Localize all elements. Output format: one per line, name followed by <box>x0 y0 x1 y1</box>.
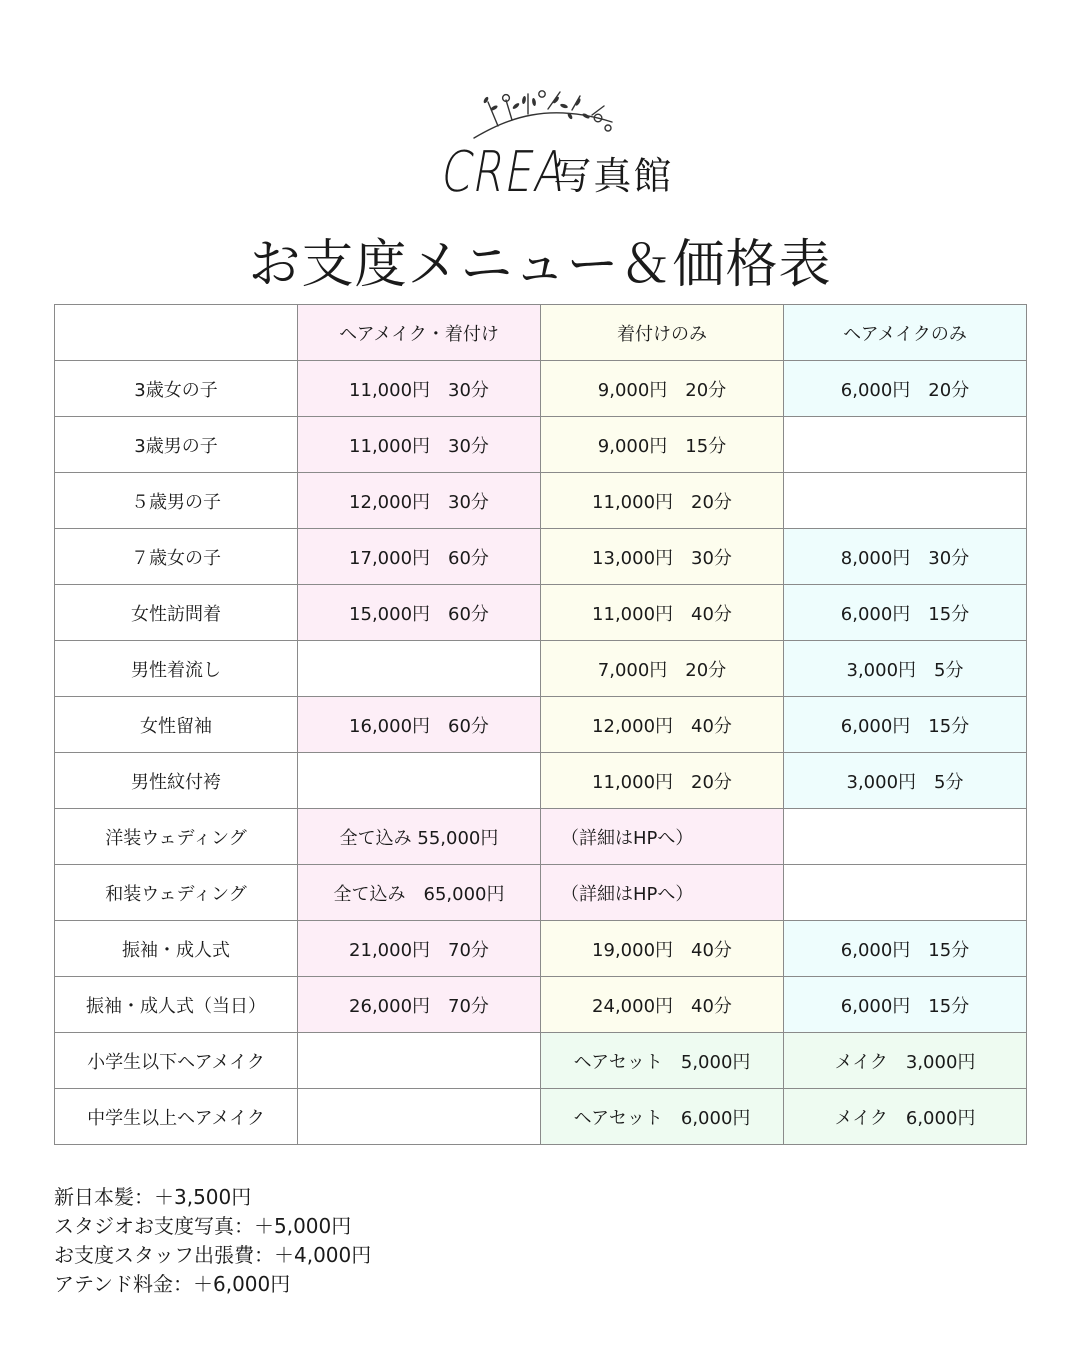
price-cell: 8,000円 30分 <box>784 529 1027 585</box>
price-cell: 12,000円 30分 <box>298 473 541 529</box>
price-cell: 3,000円 5分 <box>784 753 1027 809</box>
price-cell: 13,000円 30分 <box>541 529 784 585</box>
note-attend-fee: アテンド料金：＋6,000円 <box>54 1272 291 1296</box>
price-cell <box>784 865 1027 921</box>
price-cell: 全て込み 55,000円 <box>298 809 541 865</box>
price-cell <box>298 641 541 697</box>
price-cell: 6,000円 15分 <box>784 921 1027 977</box>
row-label: 男性着流し <box>55 641 298 697</box>
table-header-row <box>55 305 1027 361</box>
price-cell: メイク 3,000円 <box>784 1033 1027 1089</box>
row-label: 男性紋付袴 <box>55 753 298 809</box>
price-cell: 11,000円 40分 <box>541 585 784 641</box>
table-row <box>55 809 1027 865</box>
table-row <box>55 641 1027 697</box>
price-cell: 11,000円 30分 <box>298 361 541 417</box>
table-row <box>55 529 1027 585</box>
price-cell: 16,000円 60分 <box>298 697 541 753</box>
note-staff-travel-fee: お支度スタッフ出張費：＋4,000円 <box>54 1243 372 1267</box>
price-cell: メイク 6,000円 <box>784 1089 1027 1145</box>
price-cell <box>784 417 1027 473</box>
note-studio-photo: スタジオお支度写真：＋5,000円 <box>54 1214 352 1238</box>
price-cell: 全て込み 65,000円 <box>298 865 541 921</box>
table-row <box>55 977 1027 1033</box>
price-cell: 6,000円 20分 <box>784 361 1027 417</box>
row-label: 中学生以上ヘアメイク <box>55 1089 298 1145</box>
price-cell <box>298 1033 541 1089</box>
price-cell: 15,000円 60分 <box>298 585 541 641</box>
header-kitsuke-only: 着付けのみ <box>541 305 784 361</box>
row-label: ７歳女の子 <box>55 529 298 585</box>
page-title: お支度メニュー＆価格表 <box>248 235 832 295</box>
row-label: ５歳男の子 <box>55 473 298 529</box>
table-row <box>55 1033 1027 1089</box>
price-cell: 12,000円 40分 <box>541 697 784 753</box>
price-table <box>54 304 1027 1145</box>
price-cell: 7,000円 20分 <box>541 641 784 697</box>
header-hair-makeup-kitsuke: ヘアメイク・着付け <box>298 305 541 361</box>
table-row <box>55 417 1027 473</box>
price-cell: 17,000円 60分 <box>298 529 541 585</box>
table-row <box>55 585 1027 641</box>
row-label: 振袖・成人式 <box>55 921 298 977</box>
table-row <box>55 361 1027 417</box>
table-row <box>55 753 1027 809</box>
logo-japanese-text: 写真館 <box>553 154 674 198</box>
header-blank <box>55 305 298 361</box>
price-cell <box>298 753 541 809</box>
price-cell: 21,000円 70分 <box>298 921 541 977</box>
row-label: 3歳女の子 <box>55 361 298 417</box>
row-label: 小学生以下ヘアメイク <box>55 1033 298 1089</box>
price-cell: 11,000円 20分 <box>541 473 784 529</box>
price-cell: ヘアセット 6,000円 <box>541 1089 784 1145</box>
logo <box>0 88 1080 208</box>
price-cell: 9,000円 20分 <box>541 361 784 417</box>
notes <box>54 1183 371 1299</box>
header-hair-makeup-only: ヘアメイクのみ <box>784 305 1027 361</box>
price-cell: （詳細はHPへ） <box>541 865 784 921</box>
price-cell: 24,000円 40分 <box>541 977 784 1033</box>
note-shin-nihongami: 新日本髪：＋3,500円 <box>54 1185 252 1209</box>
price-cell: 9,000円 15分 <box>541 417 784 473</box>
row-label: 振袖・成人式（当日） <box>55 977 298 1033</box>
row-label: 女性留袖 <box>55 697 298 753</box>
row-label: 和装ウェディング <box>55 865 298 921</box>
row-label: 洋装ウェディング <box>55 809 298 865</box>
price-cell: 11,000円 20分 <box>541 753 784 809</box>
row-label: 女性訪問着 <box>55 585 298 641</box>
price-cell <box>298 1089 541 1145</box>
table-row <box>55 697 1027 753</box>
price-cell: 11,000円 30分 <box>298 417 541 473</box>
logo-latin-text: CREA <box>435 140 573 205</box>
leaf-branch-icon <box>468 88 618 140</box>
price-cell: 6,000円 15分 <box>784 977 1027 1033</box>
price-cell <box>784 809 1027 865</box>
table-row <box>55 921 1027 977</box>
price-cell: ヘアセット 5,000円 <box>541 1033 784 1089</box>
price-cell <box>784 473 1027 529</box>
table-row <box>55 473 1027 529</box>
price-cell: 6,000円 15分 <box>784 585 1027 641</box>
row-label: 3歳男の子 <box>55 417 298 473</box>
table-row <box>55 1089 1027 1145</box>
price-cell: （詳細はHPへ） <box>541 809 784 865</box>
table-row <box>55 865 1027 921</box>
price-cell: 6,000円 15分 <box>784 697 1027 753</box>
price-cell: 26,000円 70分 <box>298 977 541 1033</box>
price-cell: 19,000円 40分 <box>541 921 784 977</box>
price-cell: 3,000円 5分 <box>784 641 1027 697</box>
